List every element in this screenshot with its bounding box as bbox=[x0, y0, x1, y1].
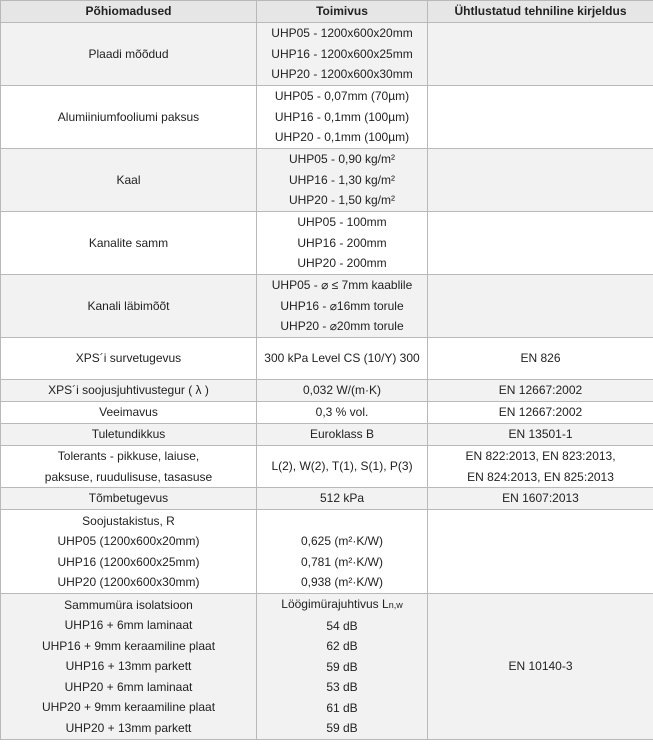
cell-performance bbox=[257, 402, 428, 424]
cell-property bbox=[1, 212, 257, 275]
cell-property bbox=[1, 424, 257, 446]
property-line bbox=[5, 488, 252, 509]
cell-performance bbox=[257, 510, 428, 594]
performance-line bbox=[261, 572, 423, 593]
property-line bbox=[5, 572, 252, 593]
performance-text: UHP20 - 1,50 kg/m² bbox=[288, 193, 396, 208]
property-text: UHP20 + 9mm keraamiline plaat bbox=[41, 700, 216, 715]
performance-text: 300 kPa Level CS (10/Y) 300 bbox=[264, 351, 420, 366]
performance-text: UHP20 - 200mm bbox=[297, 256, 387, 271]
performance-line bbox=[261, 657, 423, 678]
performance-text: UHP20 - ⌀20mm torule bbox=[280, 319, 404, 334]
cell-standard bbox=[428, 149, 653, 212]
table-row bbox=[1, 380, 653, 402]
cell-performance bbox=[257, 149, 428, 212]
performance-line bbox=[261, 616, 423, 637]
property-line bbox=[5, 467, 252, 488]
performance-text: 62 dB bbox=[326, 639, 358, 654]
cell-performance bbox=[257, 594, 428, 740]
performance-text: UHP05 - 0,07mm (70µm) bbox=[274, 89, 410, 104]
performance-text: 54 dB bbox=[326, 618, 358, 633]
performance-line bbox=[261, 456, 423, 477]
performance-text: UHP20 - 0,1mm (100µm) bbox=[274, 130, 410, 145]
cell-performance bbox=[257, 23, 428, 86]
property-line bbox=[5, 296, 252, 317]
cell-standard bbox=[428, 594, 653, 740]
property-text: UHP20 + 13mm parkett bbox=[65, 720, 192, 735]
performance-text: 59 dB bbox=[326, 659, 358, 674]
property-line bbox=[5, 677, 252, 698]
property-text: Alumiiniumfooliumi paksus bbox=[57, 109, 200, 124]
property-text: UHP16 + 6mm laminaat bbox=[64, 618, 193, 633]
performance-line bbox=[261, 149, 423, 170]
cell-standard bbox=[428, 212, 653, 275]
property-line bbox=[5, 402, 252, 423]
property-text: UHP20 + 6mm laminaat bbox=[64, 679, 193, 694]
performance-line bbox=[261, 296, 423, 317]
standard-text: EN 826 bbox=[520, 351, 561, 366]
performance-text: UHP16 - 0,1mm (100µm) bbox=[274, 109, 410, 124]
cell-property bbox=[1, 275, 257, 338]
performance-text: UHP16 - 200mm bbox=[297, 235, 387, 250]
cell-property bbox=[1, 402, 257, 424]
property-line bbox=[5, 170, 252, 191]
performance-text: 0,781 (m²·K/W) bbox=[300, 554, 383, 569]
table-row bbox=[1, 23, 653, 86]
cell-property bbox=[1, 488, 257, 510]
standard-text: EN 1607:2013 bbox=[502, 491, 579, 506]
standard-text: EN 824:2013, EN 825:2013 bbox=[467, 469, 614, 484]
performance-line bbox=[261, 531, 423, 552]
table-row bbox=[1, 424, 653, 446]
property-text: Kanalite samm bbox=[88, 235, 169, 250]
performance-line bbox=[261, 86, 423, 107]
cell-property bbox=[1, 446, 257, 488]
property-line bbox=[5, 424, 252, 445]
table-row bbox=[1, 594, 653, 740]
performance-text: 0,938 (m²·K/W) bbox=[300, 575, 383, 589]
standard-text: EN 822:2013, EN 823:2013, bbox=[465, 449, 616, 463]
performance-line bbox=[261, 233, 423, 254]
property-line bbox=[5, 446, 252, 467]
property-line bbox=[5, 511, 252, 532]
property-text: Tõmbetugevus bbox=[88, 491, 169, 506]
property-text: Kaal bbox=[116, 172, 141, 187]
table-row bbox=[1, 212, 653, 275]
performance-text: Löögimürajuhtivus L bbox=[281, 597, 389, 612]
performance-text: UHP16 - 1,30 kg/m² bbox=[288, 172, 396, 187]
cell-standard bbox=[428, 275, 653, 338]
performance-text: 53 dB bbox=[326, 680, 358, 695]
standard-line bbox=[432, 348, 649, 369]
performance-line bbox=[261, 64, 423, 85]
performance-line bbox=[261, 636, 423, 657]
property-line bbox=[5, 595, 252, 616]
property-line bbox=[5, 44, 252, 65]
standard-line bbox=[432, 424, 649, 445]
property-line bbox=[5, 348, 252, 369]
standard-text: EN 13501-1 bbox=[508, 427, 573, 442]
performance-text: UHP05 - 1200x600x20mm bbox=[271, 26, 413, 41]
performance-text: UHP05 - 100mm bbox=[297, 215, 387, 230]
performance-line bbox=[261, 424, 423, 445]
cell-standard bbox=[428, 23, 653, 86]
performance-line bbox=[261, 348, 423, 369]
property-text: UHP05 (1200x600x20mm) bbox=[57, 534, 200, 548]
standard-line bbox=[432, 380, 649, 401]
property-text: Soojustakistus, R bbox=[82, 513, 175, 528]
performance-text: L(2), W(2), T(1), S(1), P(3) bbox=[271, 459, 413, 474]
standard-text: EN 12667:2002 bbox=[498, 383, 583, 398]
cell-performance bbox=[257, 424, 428, 446]
table-header-row bbox=[1, 1, 653, 23]
cell-standard bbox=[428, 86, 653, 149]
cell-property bbox=[1, 86, 257, 149]
cell-property bbox=[1, 23, 257, 86]
performance-line bbox=[261, 190, 423, 211]
performance-line bbox=[261, 44, 423, 65]
cell-performance bbox=[257, 275, 428, 338]
performance-line bbox=[261, 253, 423, 274]
performance-line bbox=[261, 275, 423, 296]
performance-line bbox=[261, 107, 423, 128]
property-text: UHP16 (1200x600x25mm) bbox=[57, 554, 200, 569]
table-row bbox=[1, 275, 653, 338]
performance-line bbox=[261, 511, 423, 532]
cell-performance bbox=[257, 86, 428, 149]
property-line bbox=[5, 636, 252, 657]
table-row bbox=[1, 149, 653, 212]
performance-text: UHP16 - ⌀16mm torule bbox=[280, 298, 404, 313]
table-row bbox=[1, 338, 653, 380]
property-line bbox=[5, 718, 252, 739]
property-text: Sammumüra isolatsioon bbox=[64, 597, 193, 612]
performance-text: UHP05 - 0,90 kg/m² bbox=[288, 152, 396, 167]
table-row bbox=[1, 488, 653, 510]
header-standard: Ühtlustatud tehniline kirjeldus bbox=[428, 1, 653, 23]
performance-line bbox=[261, 402, 423, 423]
property-text: Tolerants - pikkuse, laiuse, bbox=[57, 449, 200, 463]
property-line bbox=[5, 552, 252, 573]
table-row bbox=[1, 446, 653, 488]
standard-text: EN 12667:2002 bbox=[498, 405, 583, 420]
header-performance: Toimivus bbox=[257, 1, 428, 23]
property-line bbox=[5, 656, 252, 677]
property-line bbox=[5, 615, 252, 636]
property-text: Plaadi mõõdud bbox=[88, 46, 169, 61]
property-line bbox=[5, 233, 252, 254]
performance-text: 0,032 W/(m·K) bbox=[302, 383, 381, 398]
cell-standard bbox=[428, 446, 653, 488]
property-text: UHP20 (1200x600x30mm) bbox=[57, 575, 200, 589]
performance-line bbox=[261, 316, 423, 337]
property-line bbox=[5, 380, 252, 401]
performance-text: 59 dB bbox=[326, 721, 358, 736]
performance-text: UHP20 - 1200x600x30mm bbox=[271, 67, 413, 82]
performance-line bbox=[261, 127, 423, 148]
property-text: paksuse, ruudulisuse, tasasuse bbox=[44, 469, 213, 484]
standard-line bbox=[432, 402, 649, 423]
performance-text: UHP05 - ⌀ ≤ 7mm kaablile bbox=[271, 278, 413, 293]
performance-text: Euroklass B bbox=[309, 427, 375, 442]
standard-line bbox=[432, 446, 649, 467]
property-text: Tuletundikkus bbox=[91, 427, 166, 442]
cell-property bbox=[1, 380, 257, 402]
table-row bbox=[1, 86, 653, 149]
performance-text: UHP16 - 1200x600x25mm bbox=[271, 46, 413, 61]
cell-performance bbox=[257, 446, 428, 488]
performance-text: 0,3 % vol. bbox=[315, 405, 369, 420]
property-text: XPS´i survetugevus bbox=[75, 351, 182, 366]
performance-line bbox=[261, 698, 423, 719]
performance-subscript: n,w bbox=[388, 600, 403, 611]
standard-line bbox=[432, 488, 649, 509]
header-property: Põhiomadused bbox=[1, 1, 257, 23]
performance-line bbox=[261, 23, 423, 44]
table-body bbox=[1, 23, 653, 740]
cell-standard bbox=[428, 338, 653, 380]
standard-line bbox=[432, 656, 649, 677]
performance-text: 61 dB bbox=[326, 700, 358, 715]
cell-standard bbox=[428, 402, 653, 424]
performance-text: 0,625 (m²·K/W) bbox=[300, 534, 383, 548]
performance-line bbox=[261, 212, 423, 233]
cell-property bbox=[1, 338, 257, 380]
cell-performance bbox=[257, 380, 428, 402]
performance-line bbox=[261, 594, 423, 616]
table-row bbox=[1, 402, 653, 424]
cell-performance bbox=[257, 338, 428, 380]
cell-standard bbox=[428, 424, 653, 446]
performance-line bbox=[261, 380, 423, 401]
property-line bbox=[5, 531, 252, 552]
cell-property bbox=[1, 149, 257, 212]
property-text: Veeimavus bbox=[99, 405, 158, 420]
cell-performance bbox=[257, 212, 428, 275]
property-text: Kanali läbimõõt bbox=[87, 298, 170, 313]
performance-text: 512 kPa bbox=[319, 491, 365, 506]
cell-standard bbox=[428, 510, 653, 594]
table-row bbox=[1, 510, 653, 594]
property-text: UHP16 + 13mm parkett bbox=[65, 659, 192, 674]
property-line bbox=[5, 697, 252, 718]
performance-line bbox=[261, 488, 423, 509]
property-line bbox=[5, 107, 252, 128]
cell-standard bbox=[428, 488, 653, 510]
property-text: XPS´i soojusjuhtivustegur ( λ ) bbox=[48, 383, 209, 398]
performance-line bbox=[261, 552, 423, 573]
cell-property bbox=[1, 594, 257, 740]
performance-line bbox=[261, 170, 423, 191]
property-text: UHP16 + 9mm keraamiline plaat bbox=[41, 638, 216, 653]
standard-text: EN 10140-3 bbox=[508, 659, 573, 674]
standard-line bbox=[432, 467, 649, 488]
cell-property bbox=[1, 510, 257, 594]
performance-line bbox=[261, 718, 423, 739]
performance-line bbox=[261, 677, 423, 698]
cell-standard bbox=[428, 380, 653, 402]
cell-performance bbox=[257, 488, 428, 510]
